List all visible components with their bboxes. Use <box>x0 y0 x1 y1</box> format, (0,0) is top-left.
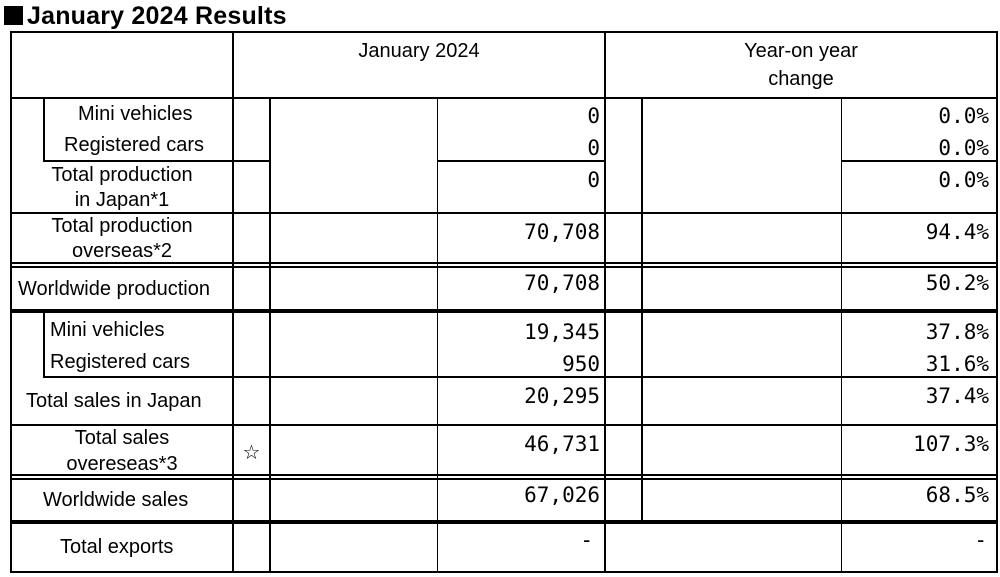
row-divider <box>437 160 605 162</box>
table-border-bottom <box>10 571 998 573</box>
row-label-total-overseas-2: overseas*2 <box>71 240 173 262</box>
row-divider <box>44 160 270 162</box>
value-mini-production: 0 <box>587 104 600 128</box>
row-divider <box>841 160 998 162</box>
change-exports: - <box>974 528 987 552</box>
change-mark-divider <box>641 97 643 524</box>
table-border-left <box>10 31 12 573</box>
value-registered-sales: 950 <box>562 352 600 376</box>
double-divider <box>10 478 998 480</box>
change-total-overseas: 94.4% <box>925 220 989 244</box>
row-label-exports: Total exports <box>60 536 174 558</box>
value-mini-sales: 19,345 <box>524 320 600 344</box>
value-sales-overseas: 46,731 <box>524 432 600 456</box>
row-divider <box>44 376 998 378</box>
mark-column-divider <box>269 97 271 573</box>
value-column-divider <box>604 31 606 573</box>
header-yoy-line2: change <box>768 68 834 90</box>
change-worldwide-sales: 68.5% <box>925 483 989 507</box>
value-total-japan: 0 <box>587 168 600 192</box>
change-worldwide-production: 50.2% <box>925 271 989 295</box>
row-label-total-overseas-1: Total production <box>51 215 193 237</box>
row-label-worldwide-production: Worldwide production <box>18 278 210 300</box>
row-label-registered-production: Registered cars <box>64 134 205 156</box>
change-total-japan: 0.0% <box>938 168 989 192</box>
change-registered-production: 0.0% <box>938 136 989 160</box>
row-label-sales-overseas-1: Total sales <box>74 427 170 449</box>
value-registered-production: 0 <box>587 136 600 160</box>
row-label-mini-production: Mini vehicles <box>78 103 193 125</box>
header-january-2024: January 2024 <box>358 40 480 62</box>
header-divider <box>10 97 998 99</box>
change-mini-production: 0.0% <box>938 104 989 128</box>
value-sales-japan: 20,295 <box>524 384 600 408</box>
row-label-mini-sales: Mini vehicles <box>50 319 165 341</box>
value-exports: - <box>580 528 593 552</box>
thick-divider <box>10 309 998 313</box>
value-worldwide-sales: 67,026 <box>524 483 600 507</box>
double-divider <box>10 266 998 268</box>
value-total-overseas: 70,708 <box>524 220 600 244</box>
row-label-total-japan-2: in Japan*1 <box>74 189 170 211</box>
table-border-right <box>996 31 998 573</box>
table-border-top <box>10 31 998 33</box>
header-yoy-line1: Year-on year <box>744 40 858 62</box>
row-label-sales-overseas-2: overeseas*3 <box>66 453 178 475</box>
change-mini-sales: 37.8% <box>925 320 989 344</box>
change-sales-overseas: 107.3% <box>913 432 989 456</box>
label-column-divider <box>232 31 234 573</box>
indent-line <box>43 311 45 378</box>
row-label-worldwide-sales: Worldwide sales <box>43 489 189 511</box>
change-registered-sales: 31.6% <box>925 352 989 376</box>
value-worldwide-production: 70,708 <box>524 271 600 295</box>
page-title-text: January 2024 Results <box>27 2 287 30</box>
thick-divider <box>10 520 998 524</box>
star-mark: ☆ <box>242 440 261 464</box>
row-label-registered-sales: Registered cars <box>50 351 191 373</box>
change-sales-japan: 37.4% <box>925 384 989 408</box>
indent-line <box>43 97 45 162</box>
row-label-total-japan-1: Total production <box>51 164 193 186</box>
row-label-sales-japan: Total sales in Japan <box>26 390 202 412</box>
